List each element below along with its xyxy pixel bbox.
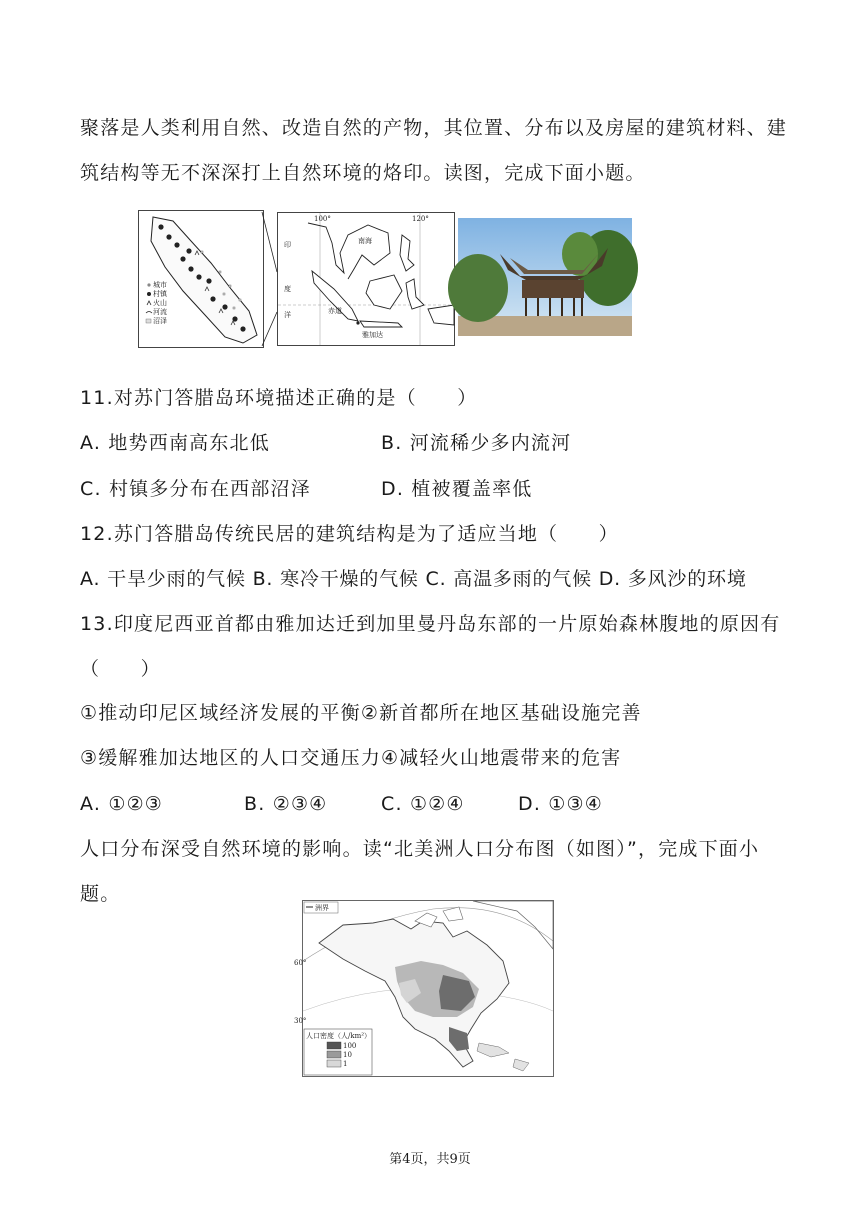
continent-boundary-legend	[304, 902, 338, 913]
equator-label: 赤道	[328, 307, 342, 315]
question-13-stem-line-2: （ ）	[80, 658, 161, 680]
question-13-option-a: A. ①②③	[80, 793, 164, 815]
question-12-options: A. 干旱少雨的气候 B. 寒冷干燥的气候 C. 高温多雨的气候 D. 多风沙的环境	[80, 568, 747, 590]
figure-connector-lines	[262, 212, 282, 346]
legend-volcano-label: 火山	[153, 299, 167, 307]
latitude-30-label: 30°	[294, 1017, 307, 1025]
traditional-house-photo	[458, 218, 632, 336]
indian-ocean-label-1: 印	[284, 241, 291, 249]
question-13-item-3-4: ③缓解雅加达地区的人口交通压力④减轻火山地震带来的危害	[80, 747, 622, 769]
legend-river-label: 河流	[153, 308, 167, 316]
sumatra-map-legend	[146, 280, 168, 325]
latitude-60-label: 60°	[294, 959, 307, 967]
longitude-120-label: 120°	[412, 215, 429, 223]
jakarta-label: 雅加达	[362, 331, 383, 339]
question-13-option-d: D. ①③④	[518, 793, 604, 815]
question-13-stem-line-1: 13.印度尼西亚首都由雅加达迁到加里曼丹岛东部的一片原始森林腹地的原因有	[80, 613, 781, 635]
density-level-1: 1	[343, 1060, 348, 1068]
question-12-stem: 12.苏门答腊岛传统民居的建筑结构是为了适应当地（ ）	[80, 523, 619, 545]
question-11-option-a: A. 地势西南高东北低	[80, 432, 270, 454]
continent-boundary-label: 洲界	[315, 904, 329, 912]
north-america-population-map	[294, 900, 554, 1077]
intro2-paragraph-line-1: 人口分布深受自然环境的影响。读“北美洲人口分布图（如图）”，完成下面小	[80, 838, 760, 860]
question-11-option-b: B. 河流稀少多内流河	[381, 432, 572, 454]
question-13-option-c: C. ①②④	[381, 793, 465, 815]
question-11-option-c: C. 村镇多分布在西部沼泽	[80, 478, 311, 500]
question-11-stem: 11.对苏门答腊岛环境描述正确的是（ ）	[80, 387, 478, 409]
question-11-option-d: D. 植被覆盖率低	[381, 478, 533, 500]
legend-swamp-label: 沼泽	[153, 317, 167, 325]
density-level-100: 100	[343, 1042, 357, 1050]
legend-city-label: 城市	[153, 281, 167, 289]
density-level-10: 10	[343, 1051, 352, 1059]
page-footer: 第4页，共9页	[389, 1152, 471, 1167]
longitude-100-label: 100°	[314, 215, 331, 223]
indian-ocean-label-2: 度	[284, 285, 291, 293]
legend-town-label: 村镇	[153, 290, 167, 298]
sumatra-settlement-map	[138, 210, 264, 348]
question-13-option-b: B. ②③④	[244, 793, 328, 815]
south-china-sea-label: 南海	[358, 237, 372, 245]
population-density-legend	[304, 1029, 372, 1075]
question-13-item-1-2: ①推动印尼区域经济发展的平衡②新首都所在地区基础设施完善	[80, 702, 642, 724]
intro2-paragraph-line-2: 题。	[80, 883, 121, 905]
intro-paragraph-line-1: 聚落是人类利用自然、改造自然的产物，其位置、分布以及房屋的建筑材料、建	[80, 117, 788, 139]
southeast-asia-map	[277, 212, 455, 346]
intro-paragraph-line-2: 筑结构等无不深深打上自然环境的烙印。读图，完成下面小题。	[80, 162, 646, 184]
density-legend-title: 人口密度（人/km²）	[306, 1032, 372, 1040]
indian-ocean-label-3: 洋	[284, 311, 291, 319]
